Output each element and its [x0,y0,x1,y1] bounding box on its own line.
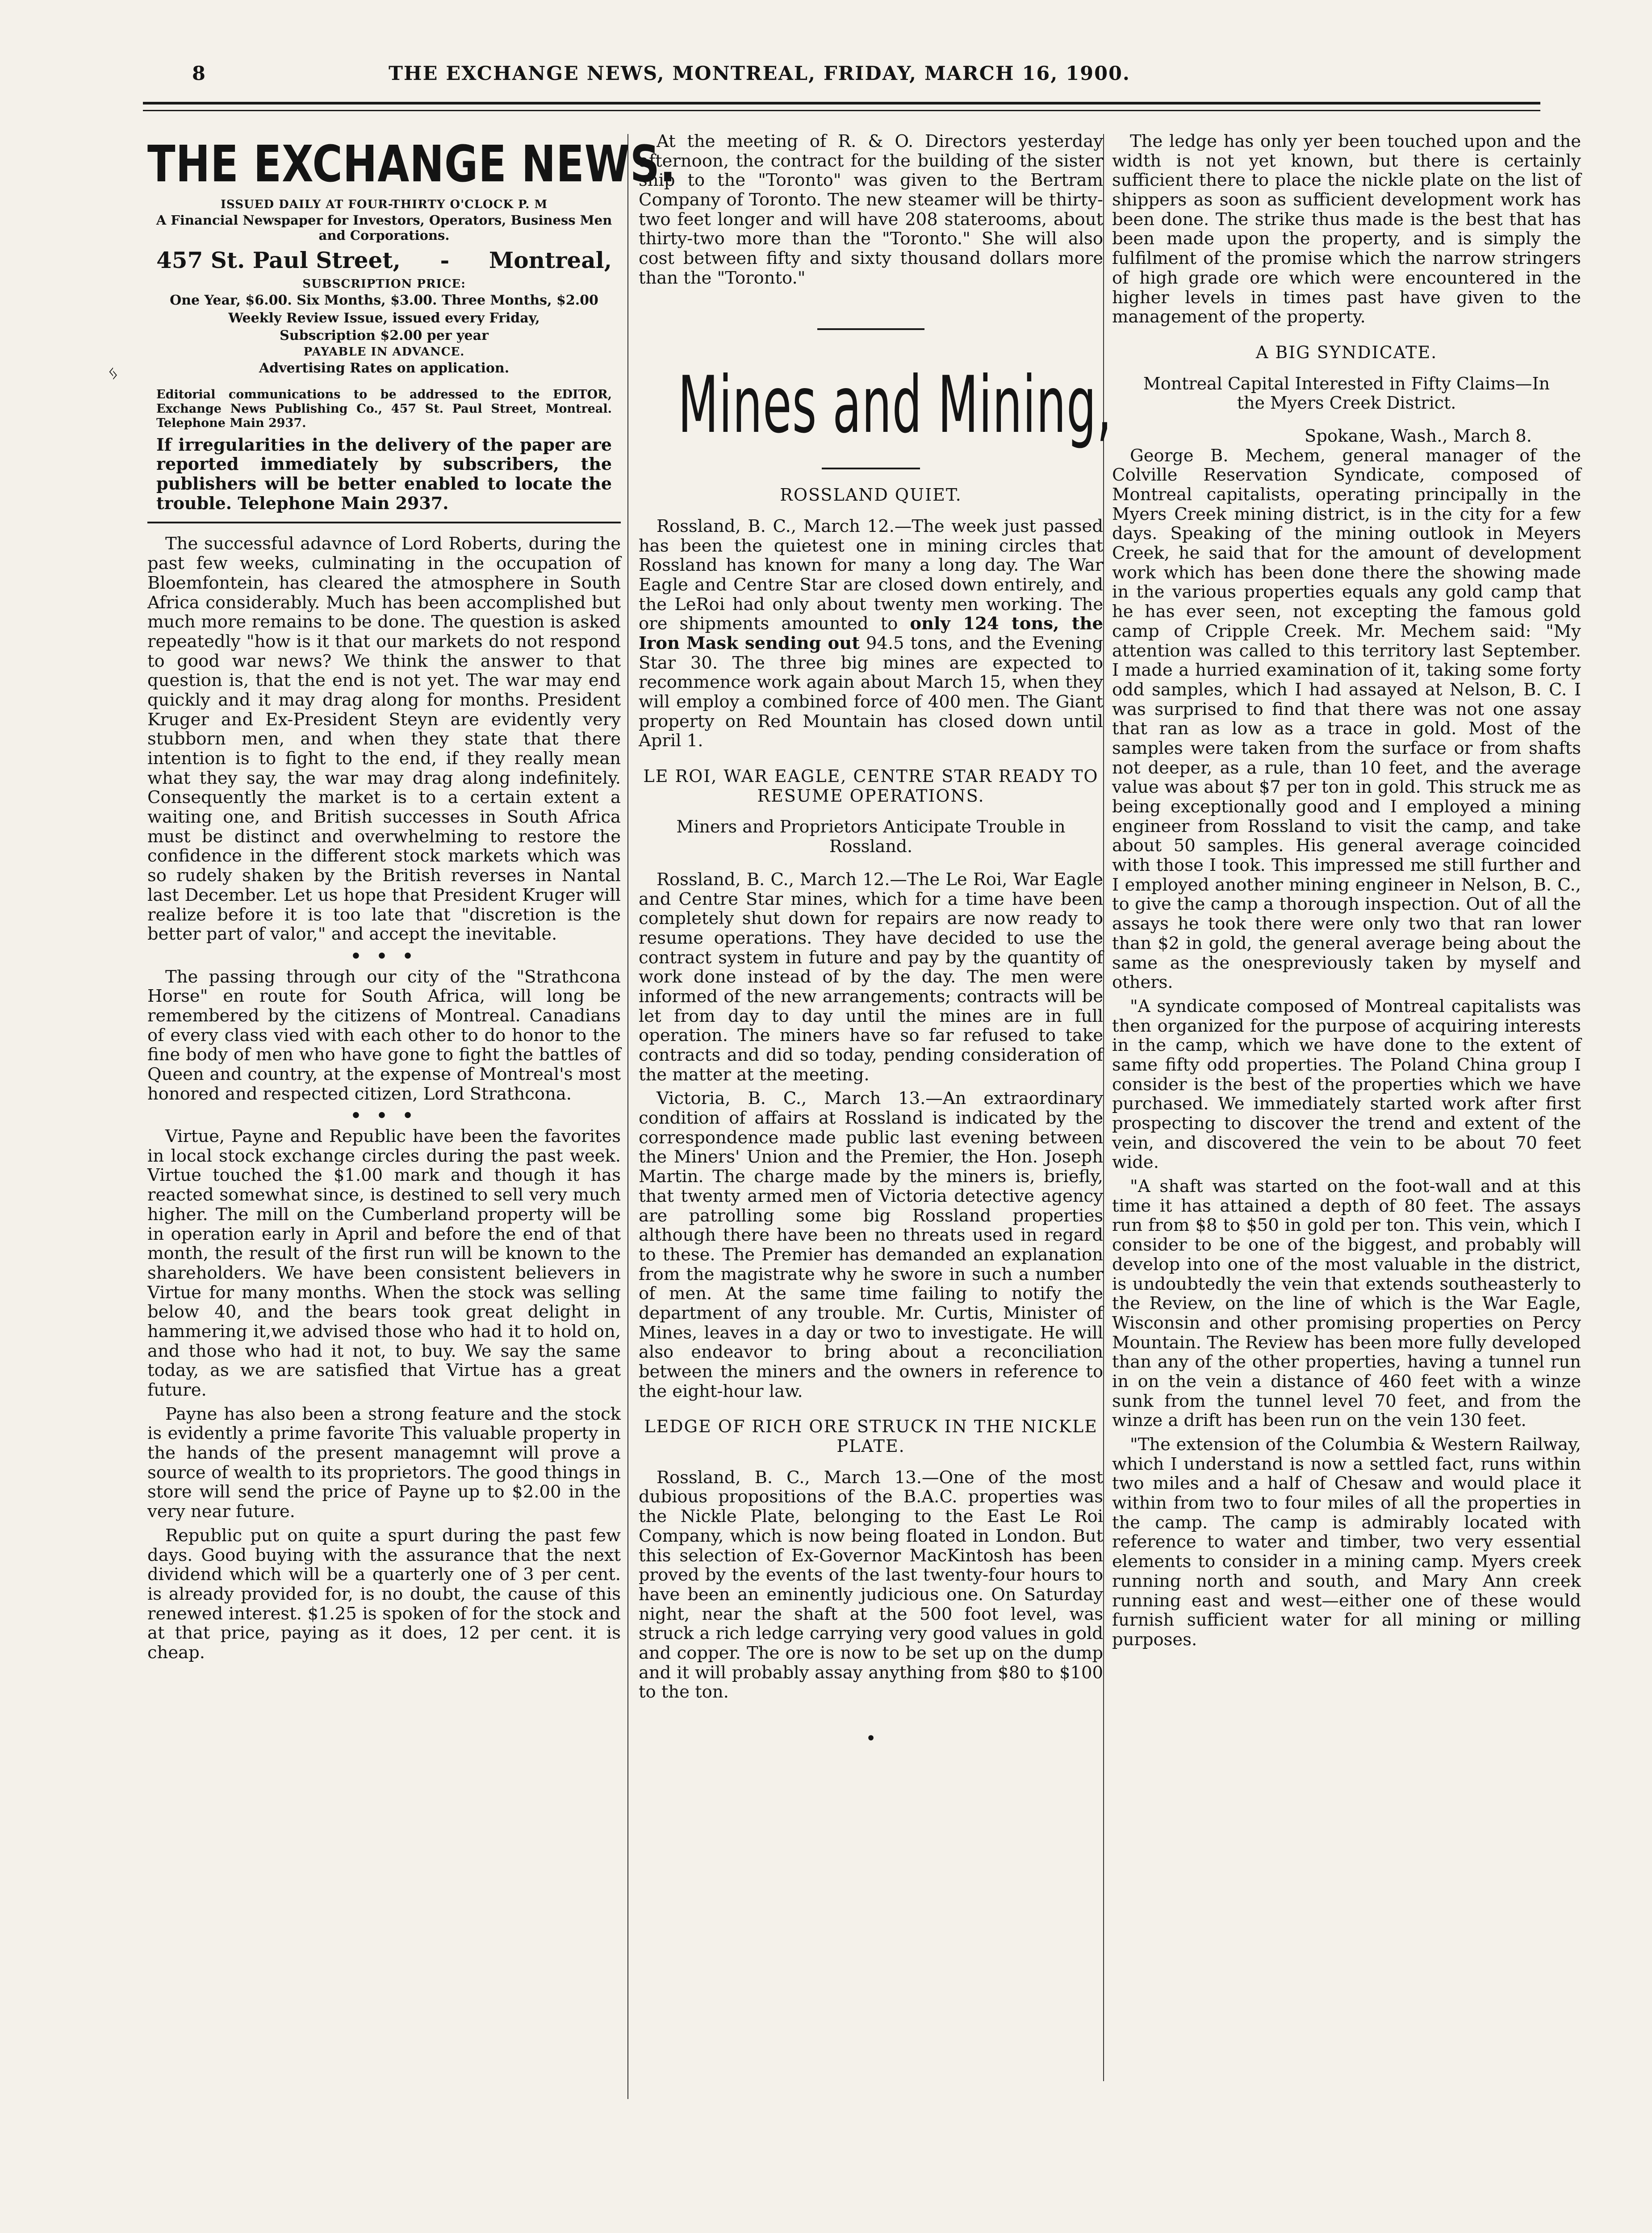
subscription-label: SUBSCRIPTION PRICE: [302,277,466,291]
editorial-paragraph: Virtue, Payne and Republic have been the favorites in local stock exchange circles during the past week. Virtue touched the $1.00 mark and though it has reacted somewhat since, is destined to sell very much higher. The mill on the Cumberland property will be in operation early in April and before the end of that month, the result of the first run will be known to the shareholders. We have been consistent believers in Virtue for many months. When the stock was selling below 40, and the bears took great delight in hammering it,we advised those who had it to hold on, and those who had it not, to buy. We say the same today, as we are satisfied that Virtue has a great future. [147,1126,621,1401]
header-rule-thin [143,110,1540,111]
masthead-tagline: A Financial Newspaper for Investors, Operators, Business Men and Corporations. [156,212,612,243]
article-paragraph: "The extension of the Columbia & Western Railway, which I understand is now a settled fact, runs within two miles and a half of Chesaw and would place it within from two to four miles of all the properties in the camp. The camp is admirably located with reference to water and timber, two very essential elements to consider in a mining camp. Myers creek running north and south, and Mary Ann creek running east and west—either one of these would furnish sufficient water for all mining or milling purposes. [1112,1434,1581,1650]
article-paragraph: "A syndicate composed of Montreal capitalists was then organized for the purpose of acquiring interests in the camp, which we have done to the extent of same fifty odd properties. The Poland China group I consider is the best of the properties which we have purchased. We immediately started work after first prospecting to discover the trend and extent of the vein, and discovered the vein to be about 70 feet wide. [1112,996,1581,1173]
article-headline: A BIG SYNDICATE. [1255,342,1438,362]
article-paragraph: "A shaft was started on the foot-wall and at this time it has attained a depth of 80 feet. The assays run from $8 to $50 in gold per ton. This vein, which I consider to be one of the biggest, and probably will develop into one of the most valuable in the district, is undoubtedly the vein that extends southeasterly to the Review, on the line of which is the War Eagle, Wisconsin and other promising properties on Percy Mountain. The Review has been more fully developed than any of the other properties, having a tunnel run in on the vein a distance of 460 feet with a winze sunk from the tunnel level 70 feet, and from the winze a drift has been run on the vein 130 feet. [1112,1176,1581,1431]
weekly-subscription: Subscription $2.00 per year [280,327,489,343]
text-run: Rossland, B. C., March 12.—The week just passed has been the quietest one in mining circles that Rossland has known for many a long day. The War Eagle and Centre Star are closed down entirely, and the LeRoi had only about twenty men working. The ore shipments amounted to [639,516,1103,634]
masthead-address [156,248,612,273]
article-paragraph [639,517,1103,751]
column-2 [639,131,1112,1749]
header-rule [143,102,1540,105]
column-3 [1112,132,1581,1654]
irregularities-notice: If irregularities in the delivery of the paper are reported immediately by subscribers, the publishers will be better enabled to locate the trouble. Telephone Main 2937. [156,434,612,513]
editorial-paragraph: The passing through our city of the "Strathcona Horse" en route for South Africa, will long be remembered by the citizens of Montreal. Canadians of every class vied with each other to do honor to the fine body of men who have gone to fight the battles of Queen and country, at the expense of Montreal's most honored and respected citizen, Lord Strathcona. [147,966,621,1104]
article-subhead: Montreal Capital Interested in Fifty Claims—In the Myers Creek District. [1143,373,1550,413]
page-header [192,63,1460,89]
payable-notice: PAYABLE IN ADVANCE. [303,345,465,359]
article-paragraph: Rossland, B. C., March 13.—One of the most dubious propositions of the B.A.C. properties was the Nickle Plate, belonging to the East Le Roi Company, which is now being floated in London. But this selection of Ex-Governor MacKintosh has been proved by the events of the last twenty-four hours to have been an eminently judicious one. On Saturday night, near the shaft at the 500 foot level, was struck a rich ledge carrying very good values in gold and copper. The ore is now to be set up on the dump and it will probably assay anything from $80 to $100 to the ton. [639,1467,1103,1702]
masthead [147,135,676,513]
weekly-review: Weekly Review Issue, issued every Friday, [228,310,540,326]
margin-mark: ᛃ [107,362,119,385]
article-paragraph: At the meeting of R. & O. Directors yesterday afternoon, the contract for the building of the sister ship to the "Toronto" was given to the Bertram Company of Toronto. The new steamer will be thirty-two feet longer and will have 208 staterooms, about thirty-two more than the "Toronto." She will also cost between fifty and sixty thousand dollars more than the "Toronto." [639,131,1103,288]
section-rule [822,468,920,469]
separator-stars: • • • [350,1106,418,1126]
bold-text-run: only 124 tons, the Iron Mask sending out [639,614,1103,653]
column-1 [147,132,676,1667]
article-paragraph: Victoria, B. C., March 13.—An extraordinary condition of affairs at Rossland is indicated by the correspondence made public last evening between the Miners' Union and the Premier, the Hon. Joseph Martin. The charge made by the miners is, briefly, that twenty armed men of Victoria detective agency are patrolling some big Rossland properties although there have been no threats used in regard to these. The Premier has demanded an explanation from the magistrate why he swore in such a number of men. At the same time failing to notify the department of any trouble. Mr. Curtis, Minister of Mines, leaves in a day or two to investigate. He will also endeavor to bring about a reconciliation between the miners and the owners in reference to the eight-hour law. [639,1088,1103,1401]
text-run: 94.5 tons, and the Evening Star 30. The three big mines are expected to recommence work again about March 15, when they will employ a combined force of 400 men. The Giant property on Red Mountain has closed down until April 1. [639,633,1103,751]
article-headline: LE ROI, WAR EAGLE, CENTRE STAR READY TO RESUME OPERATIONS. [643,766,1099,806]
article-paragraph: Rossland, B. C., March 12.—The Le Roi, War Eagle and Centre Star mines, which for a time have been completely shut down for repairs are now ready to resume operations. They have decided to use the contract system in future and pay by the quantity of work done instead of by the day. The men were informed of the new arrangements; contracts will be let from day to day until the mines are in full operation. The miners have so far refused to take contracts and did so today, pending consideration of the matter at the meeting. [639,869,1103,1085]
masthead-issued: ISSUED DAILY AT FOUR-THIRTY O'CLOCK P. M [220,198,548,212]
address-city: Montreal, [489,247,612,274]
end-mark: • [866,1728,876,1749]
article-headline: LEDGE OF RICH ORE STRUCK IN THE NICKLE PLATE. [644,1417,1098,1456]
masthead-title: THE EXCHANGE NEWS. [147,135,676,193]
page-number: 8 [192,63,206,85]
advertising-notice: Advertising Rates on application. [259,360,510,376]
article-headline: ROSSLAND QUIET. [780,485,962,505]
editorial-paragraph: Payne has also been a strong feature and the stock is evidently a prime favorite This valuable property in the hands of the present managemnt will prove a source of wealth to its proprietors. The good things in store will send the price of Payne up to $2.00 in the very near future. [147,1404,621,1522]
subscription-prices: One Year, $6.00. Six Months, $3.00. Three Months, $2.00 [170,293,598,309]
editorial-paragraph: Republic put on quite a spurt during the past few days. Good buying with the assurance that the next dividend which will be a quarterly one of 3 per cent. is already provided for, is no doubt, the cause of this renewed interest. $1.25 is spoken of for the stock and at that price, paying as it does, 12 per cent. it is cheap. [147,1525,621,1663]
masthead-rule [147,522,621,523]
address-street: 457 St. Paul Street, [156,247,401,274]
article-dateline: Spokane, Wash., March 8. [1304,426,1532,446]
editorial-notice: Editorial communications to be addressed to the EDITOR, Exchange News Publishing Co., 457 St. Paul Street, Montreal. Telephone Main 2937. [156,388,612,430]
header-dateline: THE EXCHANGE NEWS, MONTREAL, FRIDAY, MARCH 16, 1900. [389,63,1130,85]
editorial-paragraph: The successful adavnce of Lord Roberts, during the past few weeks, culminating in the occupation of Bloemfontein, has cleared the atmosphere in South Africa considerably. Much has been accomplished but much more remains to be done. The question is asked repeatedly "how is it that our markets do not respond to good war news? We think the answer to that question is, that the end is not yet. The war may end quickly and it may drag along for months. President Kruger and Ex-President Steyn are evidently very stubborn men, and when they state that there intention is to fight to the end, if they really mean what they say, the war may drag along indefinitely. Consequently the market is to a certain extent a waiting one, and British successes in South Africa must be distinct and overwhelming to restore the confidence in the different stock markets which was so rudely shaken by the British reverses in Nantal last December. Let us hope that President Kruger will realize before it is too late that "discretion is the better part of valor," and accept the inevitable. [147,534,621,945]
column-divider [627,134,628,2099]
section-rule [817,328,924,330]
address-dash: - [440,247,450,274]
article-paragraph: The ledge has only yer been touched upon and the width is not yet known, but there is certainly sufficient there to place the nickle plate on the list of shippers as soon as sufficient development work has been done. The strike thus made is the best that has been made upon the property, and is simply the fulfilment of the promise which the narrow stringers of high grade ore which were encountered in the higher levels in times past have given to the management of the property. [1112,131,1581,327]
section-title: Mines and Mining, [678,360,1112,451]
article-subhead: Miners and Proprietors Anticipate Trouble in Rossland. [676,817,1066,857]
separator-stars: • • • [350,946,418,966]
article-paragraph: George B. Mechem, general manager of the Colville Reservation Syndicate, composed of Montreal capitalists, operating principally in the Myers Creek mining district, is in the city for a few days. Speaking of the mining outlook in Meyers Creek, he said that for the amount of development work which has been done there the showing made in the various properties equals any gold camp that he has ever seen, not excepting the famous gold camp of Cripple Creek. Mr. Mechem said: "My attention was called to this territory last September. I made a hurried examination of it, taking some forty odd samples, which I had assayed at Nelson, B. C. I was surprised to find that there was not one assay that ran as low as a trace in gold. Most of the samples were taken from the surface or from shafts not deeper, as a rule, than 10 feet, and the average value was about $7 per ton in gold. This struck me as being exceptionally good and I employed a mining engineer from Rossland to visit the camp, and take about 50 samples. His general average coincided with those I took. This impressed me still further and I employed another mining engineer in Nelson, B. C., to give the camp a thorough inspection. Out of all the assays he took there were only two that ran lower than $2 in gold, the general average being about the same as the onespreviously taken by myself and others. [1112,445,1581,993]
